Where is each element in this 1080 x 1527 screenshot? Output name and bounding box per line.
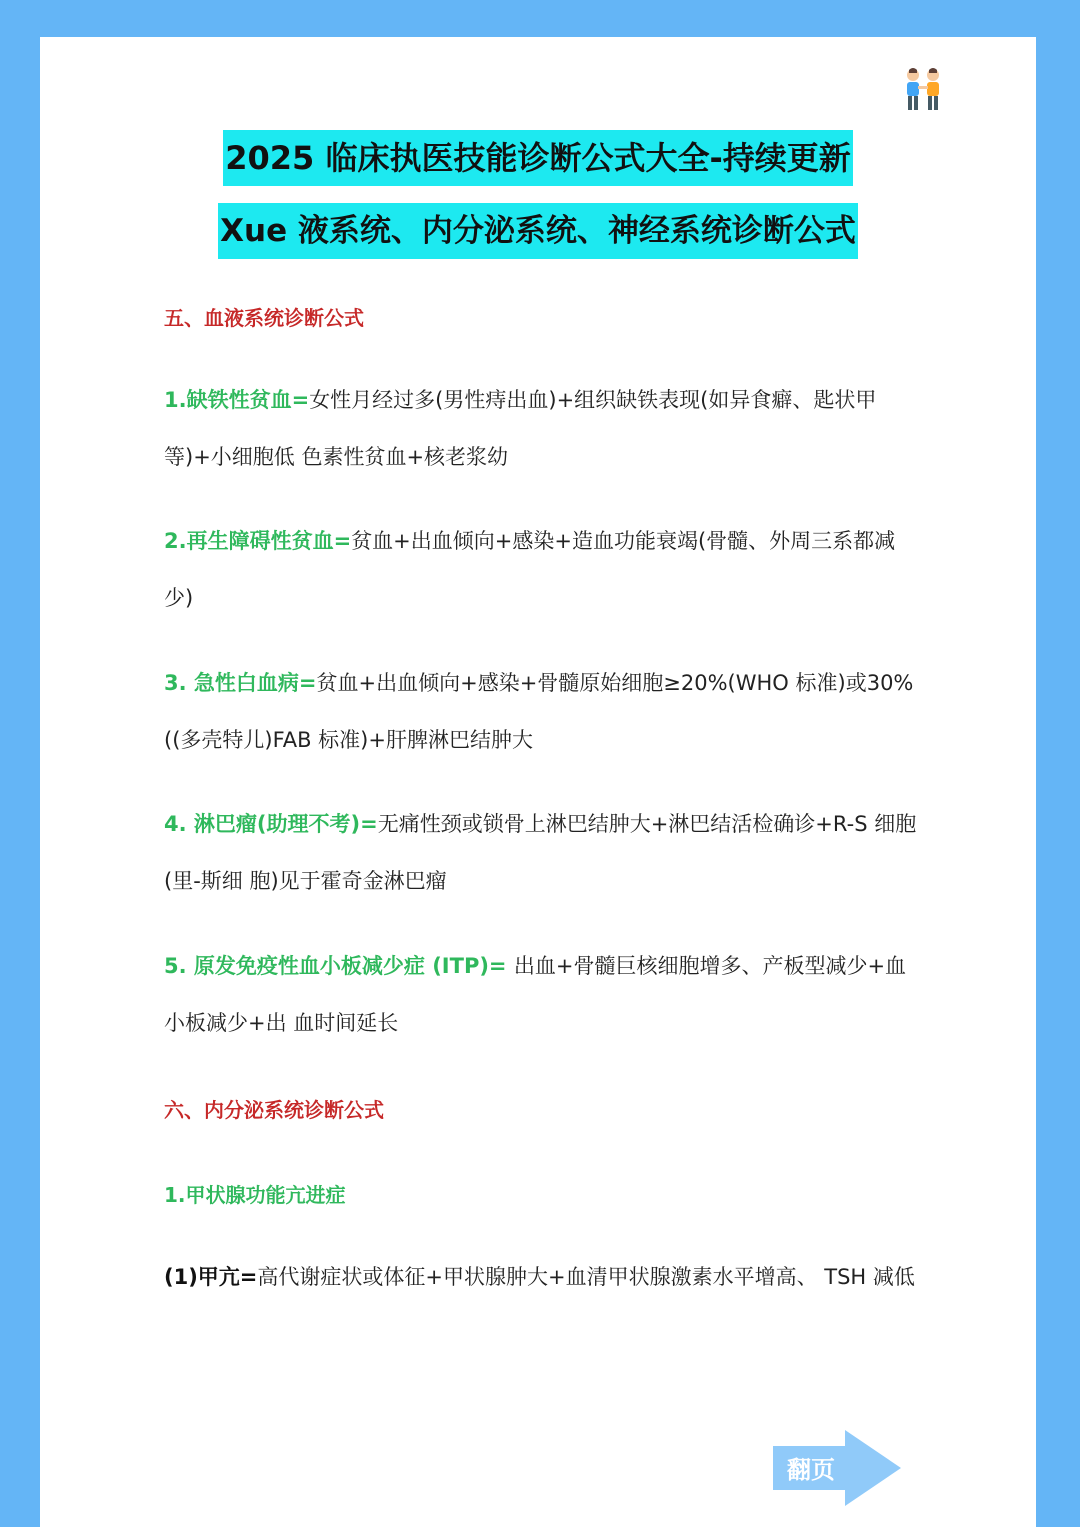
formula-term: 1.缺铁性贫血=: [164, 388, 310, 412]
formula-term: 2.再生障碍性贫血=: [164, 529, 352, 553]
formula-item: [164, 938, 924, 1052]
formula-term: 3. 急性白血病=: [164, 671, 317, 695]
section-heading-blood: 五、血液系统诊断公式: [164, 306, 364, 330]
formula-item: [164, 655, 924, 769]
sub-heading-hyperthyroidism: 1.甲状腺功能亢进症: [164, 1183, 346, 1207]
document-page: [40, 37, 1036, 1527]
formula-item: [164, 513, 924, 627]
formula-term: 4. 淋巴瘤(助理不考)=: [164, 812, 378, 836]
formula-term: 5. 原发免疫性血小板减少症 (ITP)=: [164, 954, 514, 978]
formula-text: 无痛性颈或锁骨上淋巴结肿大+淋巴结活检确诊+R-S 细胞(里-斯细 胞)见于霍奇金淋巴瘤: [164, 812, 917, 893]
people-icon: [900, 67, 946, 113]
title-row-1: [40, 130, 1036, 186]
page-subtitle: Xue 液系统、内分泌系统、神经系统诊断公式: [218, 203, 858, 259]
formula-text: 贫血+出血倾向+感染+造血功能衰竭(骨髓、外周三系都减少): [164, 529, 896, 610]
page-title: 2025 临床执医技能诊断公式大全-持续更新: [223, 130, 853, 186]
formula-text: 女性月经过多(男性痔出血)+组织缺铁表现(如异食癖、匙状甲等)+小细胞低 色素性贫血+核老浆幼: [164, 388, 877, 469]
formula-text: 高代谢症状或体征+甲状腺肿大+血清甲状腺激素水平增高、 TSH 减低: [257, 1265, 915, 1289]
formula-item: [164, 372, 924, 486]
next-page-label: 翻页: [787, 1456, 835, 1484]
formula-item: [164, 796, 924, 910]
formula-text: 出血+骨髓巨核细胞增多、产板型减少+血小板减少+出 血时间延长: [164, 954, 907, 1035]
formula-item: [164, 1249, 924, 1306]
section-heading-endocrine: 六、内分泌系统诊断公式: [164, 1098, 384, 1122]
formula-text: 贫血+出血倾向+感染+骨髓原始细胞≥20%(WHO 标准)或30%((多壳特儿)FAB 标准)+肝脾淋巴结肿大: [164, 671, 914, 752]
formula-term: (1)甲亢=: [164, 1265, 258, 1289]
next-page-button[interactable]: [773, 1430, 903, 1506]
title-row-2: [40, 203, 1036, 259]
